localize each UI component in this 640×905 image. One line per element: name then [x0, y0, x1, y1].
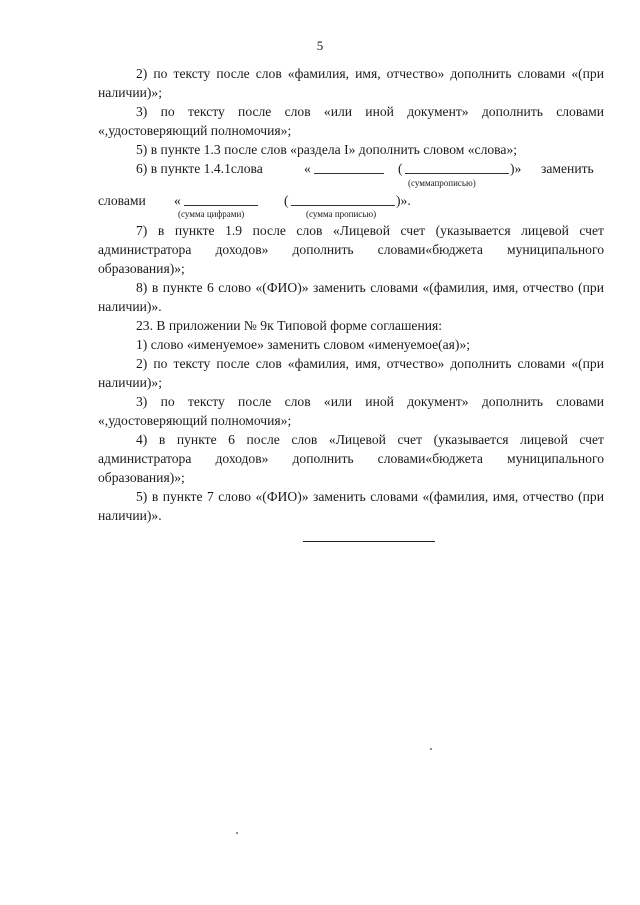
section-23-item-2: 2) по тексту после слов «фамилия, имя, отчество» дополнить словами «(при наличии)»;: [98, 356, 604, 390]
item-6-open-quote: «: [304, 161, 311, 176]
item-7: 7) в пункте 1.9 после слов «Лицевой счет (указывается лицевой счет администратора доходов» дополнить словами«бюджета муниципального образования)»;: [98, 223, 604, 276]
section-23-item-1: 1) слово «именуемое» заменить словом «именуемое(ая)»;: [136, 337, 471, 352]
caption-sum-words-2: (сумма прописью): [306, 209, 377, 219]
item-6-line1: [98, 159, 604, 188]
caption-sum-words-1: (суммапрописью): [408, 178, 476, 188]
item-6-close-2: )».: [396, 193, 411, 208]
section-23-item-3: 3) по тексту после слов «или иной документ» дополнить словами «,удостоверяющий полномочия»;: [98, 394, 604, 428]
section-23-item-5: 5) в пункте 7 слово «(ФИО)» заменить словами «(фамилия, имя, отчество (при наличии)».: [98, 489, 604, 523]
item-6-open-paren: (: [398, 161, 403, 176]
item-6-blank-2: [405, 161, 509, 174]
item-6-line2: [98, 181, 604, 221]
scan-speck: [236, 832, 238, 834]
end-divider: [303, 541, 435, 542]
item-6-blank-3: [184, 193, 258, 206]
caption-sum-digits: (сумма цифрами): [178, 209, 245, 219]
item-6-open-paren-2: (: [284, 193, 289, 208]
page-number: 5: [316, 38, 324, 53]
item-5: 5) в пункте 1.3 после слов «раздела I» дополнить словом «слова»;: [136, 142, 518, 157]
item-6-replace: заменить: [541, 161, 594, 176]
item-6-blank-4: [291, 193, 395, 206]
section-23-title: 23. В приложении № 9к Типовой форме соглашения:: [136, 318, 443, 333]
item-3: 3) по тексту после слов «или иной документ» дополнить словами «,удостоверяющий полномочия»;: [98, 104, 604, 138]
item-6-blank-1: [314, 161, 384, 174]
item-6-close: )»: [510, 161, 522, 176]
item-2: 2) по тексту после слов «фамилия, имя, отчество» дополнить словами «(при наличии)»;: [98, 66, 604, 100]
item-6-open-quote-2: «: [174, 193, 181, 208]
item-6-text: 6) в пункте 1.4.1слова: [136, 161, 263, 176]
item-8: 8) в пункте 6 слово «(ФИО)» заменить словами «(фамилия, имя, отчество (при наличии)».: [98, 280, 604, 314]
scan-speck: [430, 748, 432, 750]
section-23-item-4: 4) в пункте 6 после слов «Лицевой счет (указывается лицевой счет администратора доходов» дополнить словами«бюджета муниципального образования)»;: [98, 432, 604, 485]
item-6-words: словами: [98, 193, 146, 208]
document-body: [98, 64, 604, 525]
